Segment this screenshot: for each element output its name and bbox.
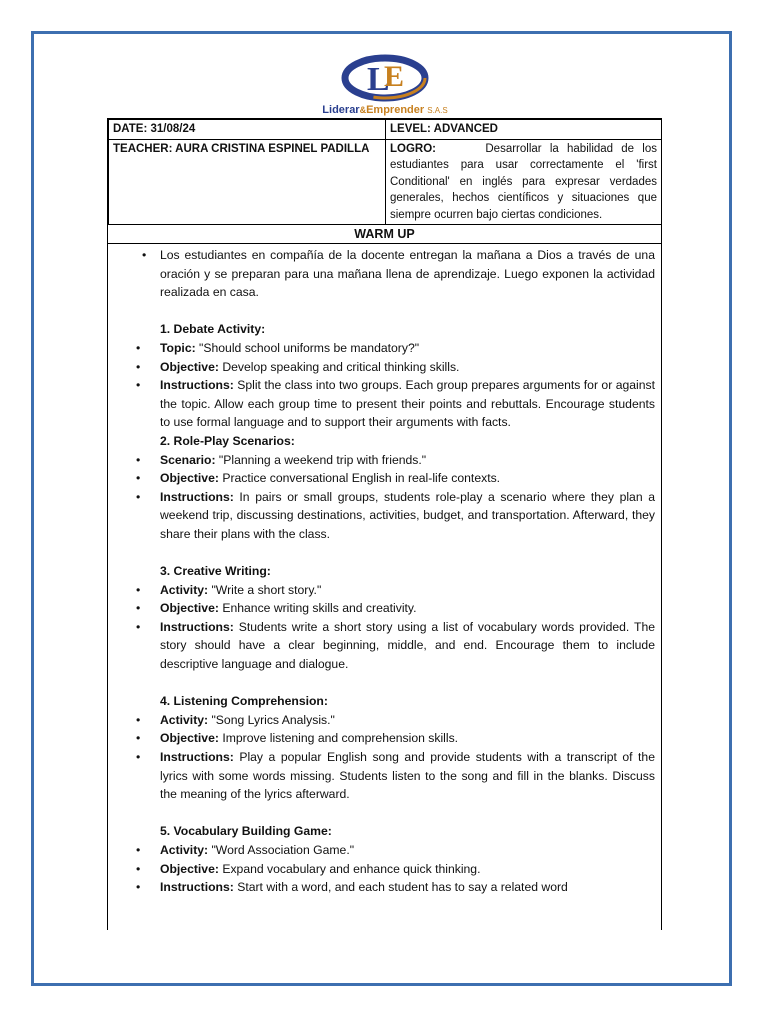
section-role-play [132,432,655,544]
section-listening [132,692,655,804]
logo-emblem-icon [340,50,430,106]
logro-cell [386,139,662,225]
section-title: 5. Vocabulary Building Game: [160,824,332,839]
section-debate [132,320,655,432]
section-title: 2. Role-Play Scenarios: [160,433,295,448]
list-item: • Objective: Practice conversational English in real-life contexts. [132,469,655,488]
list-item: • Instructions: Start with a word, and each student has to say a related word [132,878,655,897]
list-item: • Instructions: In pairs or small groups, students role-play a scenario where they plan a weekend trip, discussing destinations, activities, budget, and transportation. Afterward, they share their plans with the class. [132,488,655,544]
section-creative-writing [132,562,655,674]
list-item: • Activity: "Word Association Game." [132,841,655,860]
section-title: 1. Debate Activity: [160,322,266,337]
teacher-cell: TEACHER: AURA CRISTINA ESPINEL PADILLA [109,139,386,225]
list-item: • Objective: Improve listening and comprehension skills. [132,729,655,748]
list-item: • Scenario: "Planning a weekend trip with friends." [132,451,655,470]
list-item: • Activity: "Song Lyrics Analysis." [132,711,655,730]
header-table [108,119,662,225]
list-item: • Objective: Expand vocabulary and enhance quick thinking. [132,860,655,879]
list-item: • Instructions: Students write a short story using a list of vocabulary words provided. The story should have a clear beginning, middle, and end. Encourage them to include descriptive language and dialogue. [132,618,655,674]
section-title: 4. Listening Comprehension: [160,694,328,709]
activities-body [108,244,661,897]
logro-label: LOGRO: [390,142,436,155]
section-title: 3. Creative Writing: [160,564,271,579]
logro-text: Desarrollar la habilidad de los estudiantes para usar correctamente el 'first Conditional' en inglés para expresar verdades generales, hechos científicos y situaciones que siempre ocurren bajo ciertas condiciones. [390,142,658,221]
list-item: • Topic: "Should school uniforms be mandatory?" [132,339,655,358]
list-item: • Instructions: Split the class into two groups. Each group prepares arguments for or against the topic. Allow each group time to present their points and rebuttals. Encourage students to use formal language and to support their arguments with facts. [132,376,655,432]
company-logo [300,50,470,118]
list-item: • Objective: Develop speaking and critical thinking skills. [132,358,655,377]
intro-item: • Los estudiantes en compañía de la docente entregan la mañana a Dios a través de una oración y se preparan para una mañana llena de aprendizaje. Luego exponen la actividad realizada en casa. [132,246,655,302]
svg-text:L: L [367,61,390,98]
svg-text:E: E [384,60,405,93]
level-cell: LEVEL: ADVANCED [386,120,662,140]
list-item: • Instructions: Play a popular English song and provide students with a transcript of the lyrics with some words missing. Students listen to the song and fill in the blanks. Discuss the meaning of the lyrics afterward. [132,748,655,804]
logo-wordmark: Liderar&Emprender S.A.S [322,104,448,116]
list-item: • Activity: "Write a short story." [132,581,655,600]
date-cell: DATE: 31/08/24 [109,120,386,140]
section-vocabulary [132,822,655,896]
warm-up-heading: WARM UP [108,225,661,244]
list-item: • Objective: Enhance writing skills and creativity. [132,599,655,618]
lesson-plan-document [107,118,662,930]
